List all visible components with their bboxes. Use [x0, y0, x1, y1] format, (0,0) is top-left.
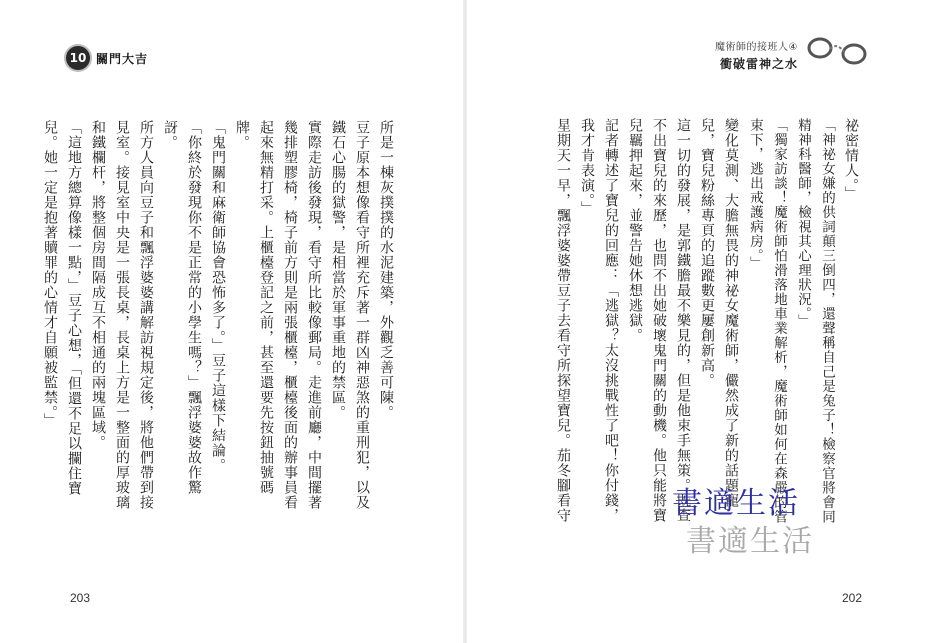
book-subtitle: 衝破雷神之水	[719, 57, 798, 71]
left-page-body	[42, 120, 398, 520]
paragraph: 所是一棟灰撲撲的水泥建築，外觀乏善可陳。	[378, 120, 394, 420]
chapter-title: 關門大吉	[96, 51, 149, 66]
paragraph: 星期天一早，飄浮婆婆帶豆子去看守所探望寶兒。茄冬腳看守	[555, 118, 571, 523]
right-running-header	[715, 38, 868, 72]
news-quote: 「神祕女嫌的供詞顛三倒四，還聲稱自己是兔子！檢察官將會同精神科醫師，檢視其心理狀況。」	[795, 118, 835, 524]
paragraph: 豆子原本想像看守所裡充斥著一群凶神惡煞的重刑犯，以及鐵石心腸的獄警，是相當於軍事重地的禁區。	[330, 120, 370, 510]
chapter-number-badge: 10	[66, 46, 90, 70]
paragraph: 祕密情人。」	[843, 118, 859, 201]
watermark-text: 書適生活	[672, 486, 800, 521]
watermark-text-shadow: 書適生活	[686, 524, 814, 559]
left-running-header	[66, 44, 148, 72]
right-page-number: 202	[841, 591, 862, 605]
paragraph: 「你終於發現你不是正常的小學生嗎？」飄浮婆婆故作驚訝。	[162, 120, 202, 495]
handcuffs-icon	[804, 34, 870, 68]
paragraph: 所方人員向豆子和飄浮婆婆講解訪視規定後，將他們帶到接見室。接見室中央是一張長桌，長桌上方是一整面的厚玻璃和鐵欄杆，將整個房間隔成互不相通的兩塊區域。	[90, 120, 154, 510]
paragraph: 記者轉述了寶兒的回應：「逃獄？太沒挑戰性了吧！你付錢，我才肯表演。」	[579, 118, 619, 523]
left-page-number: 203	[70, 591, 91, 605]
paragraph: 「這地方總算像樣一點，」豆子心想，「但還不足以攔住寶兒。她一定是抱著贖罪的心情才自願被監禁。」	[42, 120, 82, 496]
news-quote: 「獨家訪談！魔術師怕滑落地車業解析，魔術師如何在森嚴的管束下，逃出戒護病房。」	[747, 118, 787, 524]
series-title: 魔術師的接班人④	[715, 42, 798, 53]
paragraph: 這一切的發展，是郭鐵膽最不樂見的，但是他束手無策。既查不出寶兒的來歷，也問不出她破壞鬼門關的動機。他只能將寶兒羈押起來，並警告她休想逃獄。	[627, 118, 691, 523]
paragraph: 變化莫測、大膽無畏的神祕女魔術師，儼然成了新的話題寵兒，寶兒粉絲專頁的追蹤數更屢創新高。	[699, 118, 739, 508]
paragraph: 「鬼門關和麻衛師協會恐怖多了。」豆子這樣下結論。	[210, 120, 226, 473]
paragraph: 實際走訪後發現，看守所比較像郵局。走進前廳，中間擺著幾排塑膠椅，椅子前方則是兩張櫃檯，櫃檯後面的辦事員看起來無精打采。上櫃檯登記之前，甚至還要先按鈕抽號碼牌。	[234, 120, 322, 510]
right-page-body	[545, 118, 863, 533]
page-gutter	[463, 0, 467, 643]
